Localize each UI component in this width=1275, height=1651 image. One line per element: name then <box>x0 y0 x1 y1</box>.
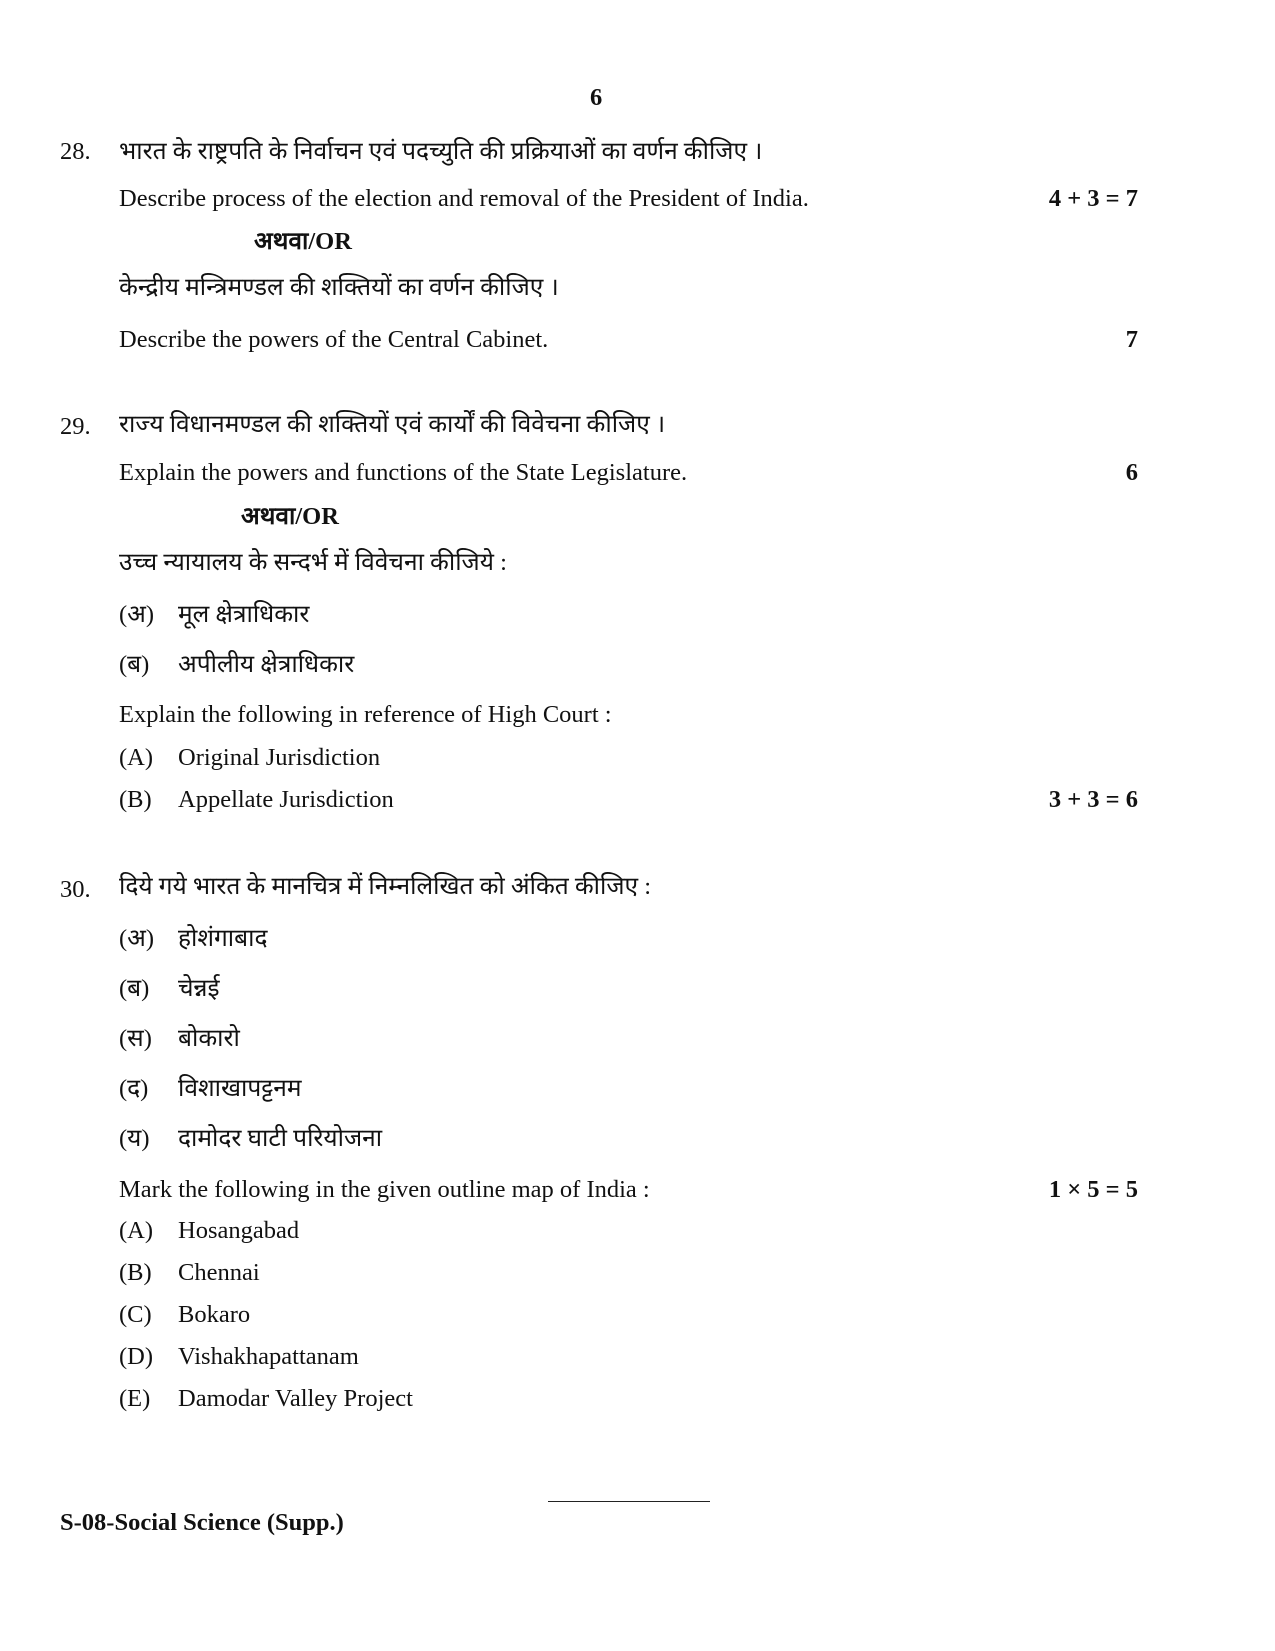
option-label: (द) <box>119 1075 149 1102</box>
end-divider <box>548 1501 710 1502</box>
question-number: 30. <box>60 876 91 903</box>
question-hindi: राज्य विधानमण्डल की शक्तियों एवं कार्यों की विवेचना कीजिए । <box>119 411 666 438</box>
alternative-hindi: उच्च न्यायालय के सन्दर्भ में विवेचना कीजिये : <box>119 549 507 576</box>
alternative-marks: 7 <box>1125 326 1138 353</box>
option-text: विशाखापट्टनम <box>178 1075 302 1102</box>
alternative-english: Explain the following in reference of High Court : <box>119 701 612 728</box>
option-label: (ब) <box>119 651 150 678</box>
question-hindi: भारत के राष्ट्रपति के निर्वाचन एवं पदच्युति की प्रक्रियाओं का वर्णन कीजिए । <box>119 138 763 165</box>
option-text: चेन्नई <box>178 975 220 1002</box>
option-label: (अ) <box>119 601 155 628</box>
alternative-english: Describe the powers of the Central Cabinet. <box>119 326 549 353</box>
question-marks: 4 + 3 = 7 <box>1048 185 1138 212</box>
option-label: (B) <box>119 786 152 813</box>
question-english: Describe process of the election and removal of the President of India. <box>119 185 809 212</box>
alternative-marks: 3 + 3 = 6 <box>1048 786 1138 813</box>
option-text: मूल क्षेत्राधिकार <box>178 601 310 628</box>
question-marks: 6 <box>1125 459 1138 486</box>
option-text: Damodar Valley Project <box>178 1385 413 1412</box>
option-text: Bokaro <box>178 1301 251 1328</box>
option-text: Hosangabad <box>178 1217 300 1244</box>
option-label: (ब) <box>119 975 150 1002</box>
option-text: दामोदर घाटी परियोजना <box>178 1125 383 1152</box>
or-label: अथवा/OR <box>241 503 339 530</box>
option-label: (A) <box>119 744 154 771</box>
option-label: (A) <box>119 1217 154 1244</box>
option-label: (B) <box>119 1259 152 1286</box>
option-label: (स) <box>119 1025 152 1052</box>
option-label: (E) <box>119 1385 151 1412</box>
option-text: Vishakhapattanam <box>178 1343 359 1370</box>
option-text: Original Jurisdiction <box>178 744 381 771</box>
footer-code: S-08-Social Science (Supp.) <box>60 1509 344 1536</box>
page-number: 6 <box>590 84 603 111</box>
option-text: Appellate Jurisdiction <box>178 786 394 813</box>
question-number: 29. <box>60 413 91 440</box>
or-label: अथवा/OR <box>254 228 352 255</box>
option-label: (अ) <box>119 925 155 952</box>
option-label: (D) <box>119 1343 154 1370</box>
question-english: Explain the powers and functions of the State Legislature. <box>119 459 688 486</box>
question-english: Mark the following in the given outline map of India : <box>119 1176 650 1203</box>
option-label: (य) <box>119 1125 150 1152</box>
option-text: बोकारो <box>178 1025 240 1052</box>
question-marks: 1 × 5 = 5 <box>1048 1176 1138 1203</box>
option-text: होशंगाबाद <box>178 925 268 952</box>
option-text: अपीलीय क्षेत्राधिकार <box>178 651 355 678</box>
option-text: Chennai <box>178 1259 260 1286</box>
alternative-hindi: केन्द्रीय मन्त्रिमण्डल की शक्तियों का वर्णन कीजिए । <box>119 274 559 301</box>
option-label: (C) <box>119 1301 152 1328</box>
question-hindi: दिये गये भारत के मानचित्र में निम्नलिखित को अंकित कीजिए : <box>119 873 652 900</box>
question-number: 28. <box>60 138 91 165</box>
